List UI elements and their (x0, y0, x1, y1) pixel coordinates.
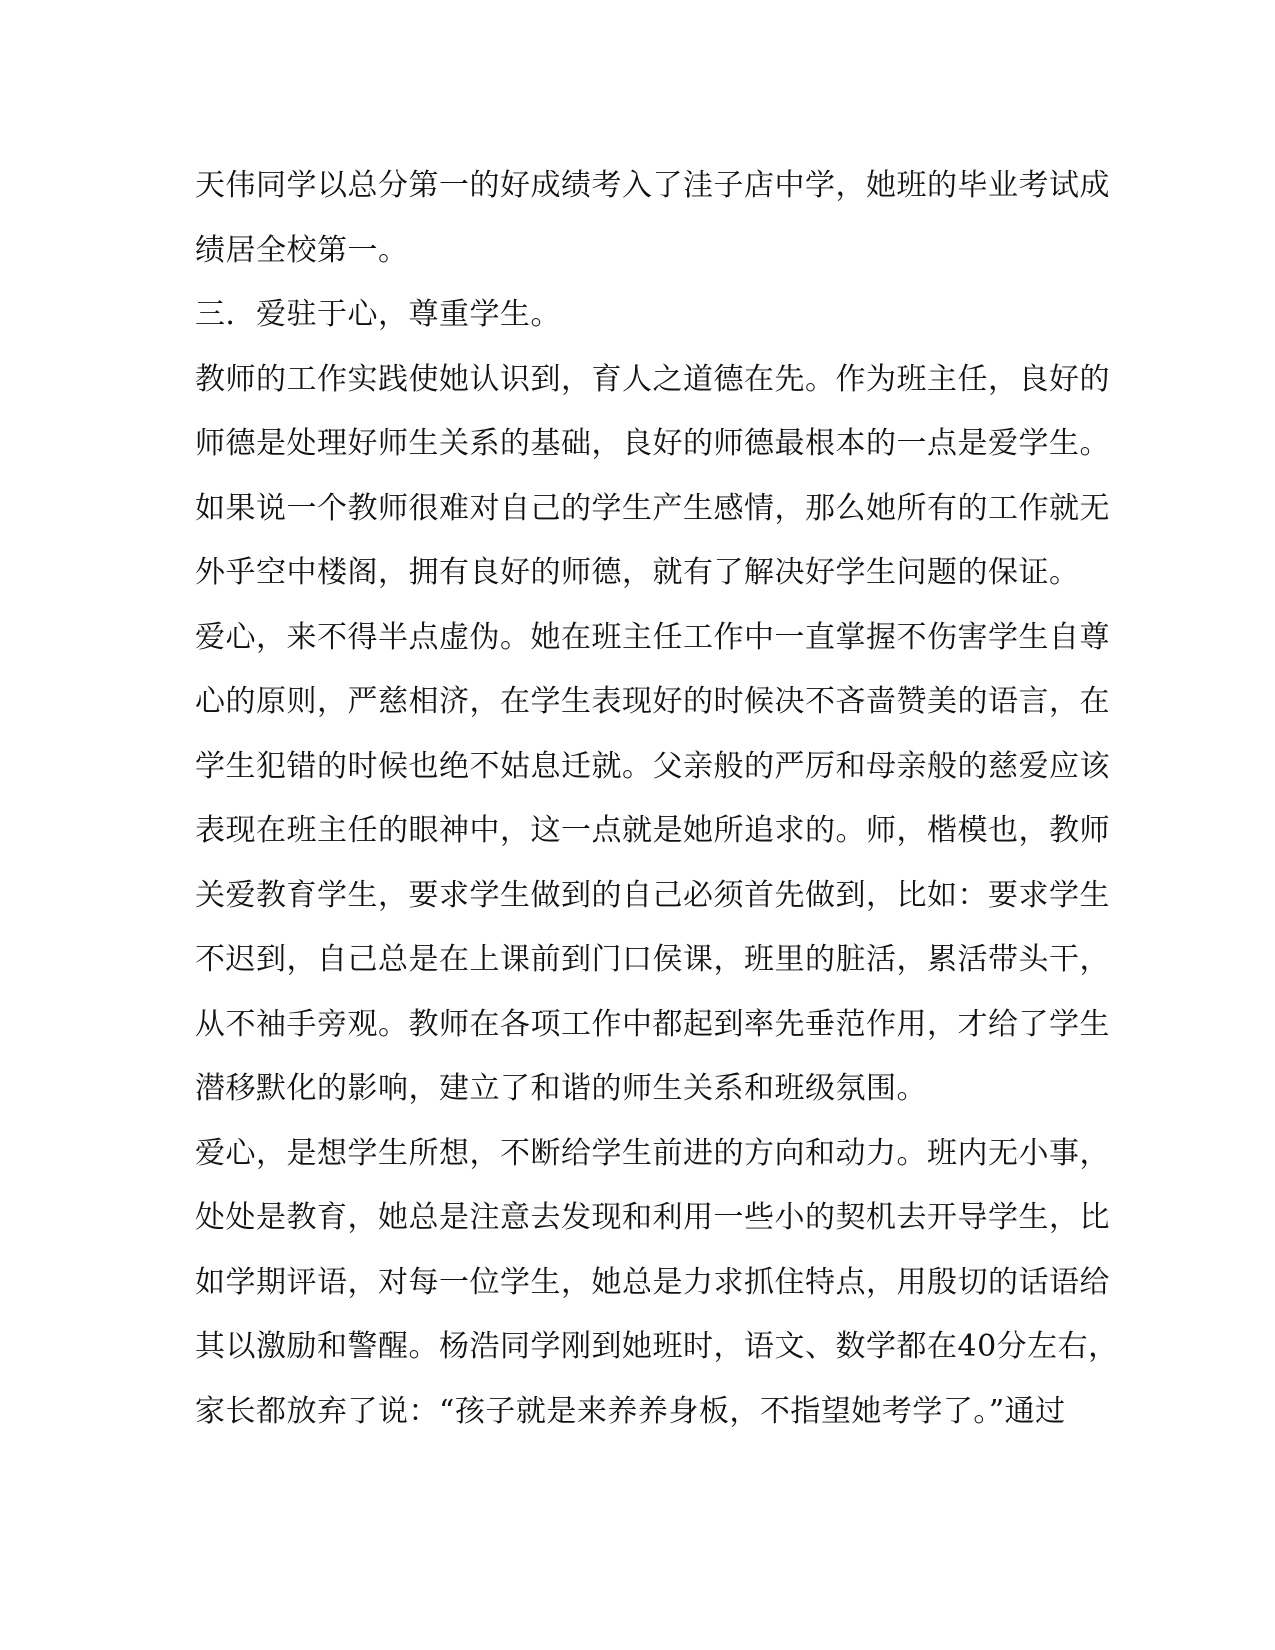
text-line: 绩居全校第一。 (195, 232, 409, 268)
text-line: 教师的工作实践使她认识到，育人之道德在先。作为班主任，良好的 (195, 361, 1110, 397)
text-line: 潜移默化的影响，建立了和谐的师生关系和班级氛围。 (195, 1071, 927, 1106)
body-text (195, 154, 1119, 1444)
section-heading: 三．爱驻于心，尊重学生。 (195, 297, 561, 332)
text-line: 爱心，是想学生所想，不断给学生前进的方向和动力。班内无小事， (195, 1135, 1110, 1171)
text-line: 心的原则，严慈相济，在学生表现好的时候决不吝啬赞美的语言，在 (195, 684, 1110, 719)
text-line: 从不袖手旁观。教师在各项工作中都起到率先垂范作用，才给了学生 (195, 1006, 1110, 1042)
text-line: 表现在班主任的眼神中，这一点就是她所追求的。师，楷模也，教师 (195, 813, 1110, 848)
text-line: 外乎空中楼阁，拥有良好的师德，就有了解决好学生问题的保证。 (195, 555, 1080, 590)
text-line: 如学期评语，对每一位学生，她总是力求抓住特点，用殷切的话语给 (195, 1264, 1110, 1300)
text-line: 不迟到，自己总是在上课前到门口侯课，班里的脏活，累活带头干， (195, 942, 1110, 977)
text-line: 天伟同学以总分第一的好成绩考入了洼子店中学，她班的毕业考试成 (195, 168, 1110, 203)
text-line: 其以激励和警醒。杨浩同学刚到她班时，语文、数学都在40分左右， (195, 1329, 1119, 1364)
text-line: 如果说一个教师很难对自己的学生产生感情，那么她所有的工作就无 (195, 490, 1110, 526)
text-line: 家长都放弃了说：“孩子就是来养养身板，不指望她考学了。”通过 (195, 1393, 1066, 1429)
text-line: 学生犯错的时候也绝不姑息迁就。父亲般的严厉和母亲般的慈爱应该 (195, 748, 1110, 784)
text-line: 关爱教育学生，要求学生做到的自己必须首先做到，比如：要求学生 (195, 877, 1110, 913)
text-line: 师德是处理好师生关系的基础，良好的师德最根本的一点是爱学生。 (195, 426, 1110, 461)
text-line: 爱心，来不得半点虚伪。她在班主任工作中一直掌握不伤害学生自尊 (195, 619, 1110, 655)
text-line: 处处是教育，她总是注意去发现和利用一些小的契机去开导学生，比 (195, 1200, 1110, 1235)
